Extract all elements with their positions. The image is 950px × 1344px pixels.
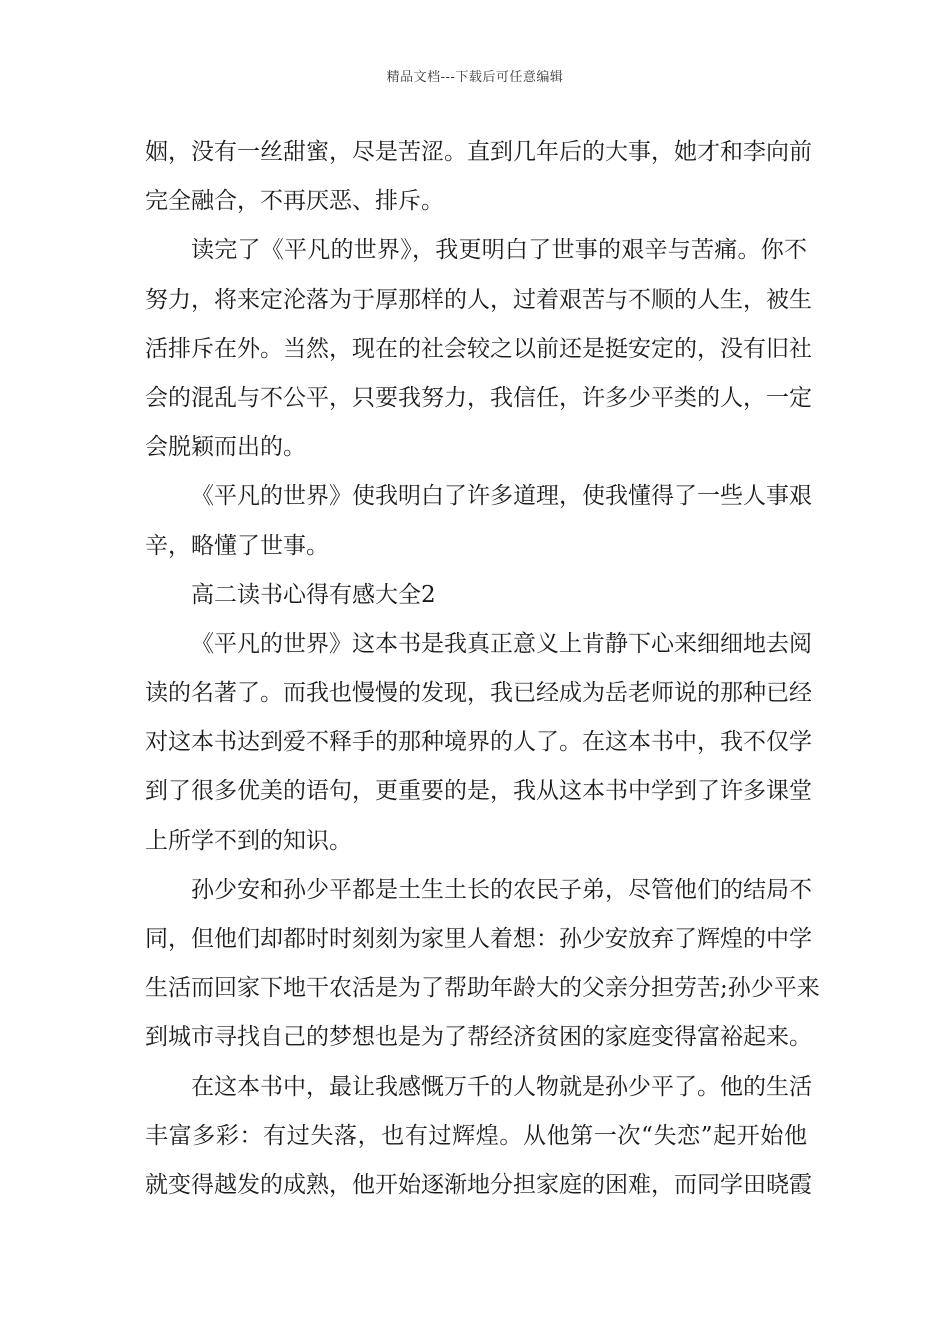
paragraph	[145, 128, 812, 226]
text-line: 辛，略懂了世事。	[145, 532, 329, 559]
text-line: 《平凡的世界》使我明白了许多道理，使我懂得了一些人事艰	[191, 483, 812, 510]
text-line: 丰富多彩：有过失落，也有过辉煌。从他第一次“失恋”起开始他	[145, 1122, 807, 1149]
text-line: 上所学不到的知识。	[145, 827, 352, 854]
paragraph	[145, 226, 812, 472]
text-line: 完全融合，不再厌恶、排斥。	[145, 188, 444, 215]
text-line: 在这本书中，最让我感慨万千的人物就是孙少平了。他的生活	[191, 1073, 812, 1100]
text-line: 孙少安和孙少平都是土生土长的农民子弟，尽管他们的结局不	[191, 876, 812, 903]
text-line: 就变得越发的成熟，他开始逐渐地分担家庭的困难，而同学田晓霞	[145, 1171, 812, 1198]
text-line: 《平凡的世界》这本书是我真正意义上肯静下心来细细地去阅	[191, 630, 812, 657]
paragraph	[145, 866, 820, 1063]
text-line: 生活而回家下地干农活是为了帮助年龄大的父亲分担劳苦;孙少平来	[145, 975, 820, 1002]
text-line: 对这本书达到爱不释手的那种境界的人了。在这本书中，我不仅学	[145, 729, 812, 756]
paragraph	[145, 620, 812, 866]
text-line: 努力，将来定沦落为于厚那样的人，过着艰苦与不顺的人生，被生	[145, 286, 812, 313]
text-line: 同，但他们却都时时刻刻为家里人着想：孙少安放弃了辉煌的中学	[145, 926, 812, 952]
text-line: 会的混乱与不公平，只要我努力，我信任，许多少平类的人，一定	[145, 384, 812, 411]
text-line: 会脱颖而出的。	[145, 434, 306, 461]
paragraph	[145, 1063, 812, 1211]
text-line: 到城市寻找自己的梦想也是为了帮经济贫困的家庭变得富裕起来。	[145, 1024, 812, 1051]
text-line: 活排斥在外。当然，现在的社会较之以前还是挺安定的，没有旧社	[145, 335, 812, 362]
heading-line: 高二读书心得有感大全2	[191, 581, 436, 608]
text-line: 姻，没有一丝甜蜜，尽是苦涩。直到几年后的大事，她才和李向前	[145, 139, 812, 165]
text-line: 到了很多优美的语句，更重要的是，我从这本书中学到了许多课堂	[145, 778, 812, 805]
text-line: 读的名著了。而我也慢慢的发现，我已经成为岳老师说的那种已经	[145, 680, 812, 707]
page-header: 精品文档---下载后可任意编辑	[386, 70, 564, 85]
document-body	[145, 128, 820, 1210]
section-heading	[145, 571, 807, 620]
paragraph	[145, 472, 812, 570]
text-line: 读完了《平凡的世界》，我更明白了世事的艰辛与苦痛。你不	[191, 237, 807, 264]
